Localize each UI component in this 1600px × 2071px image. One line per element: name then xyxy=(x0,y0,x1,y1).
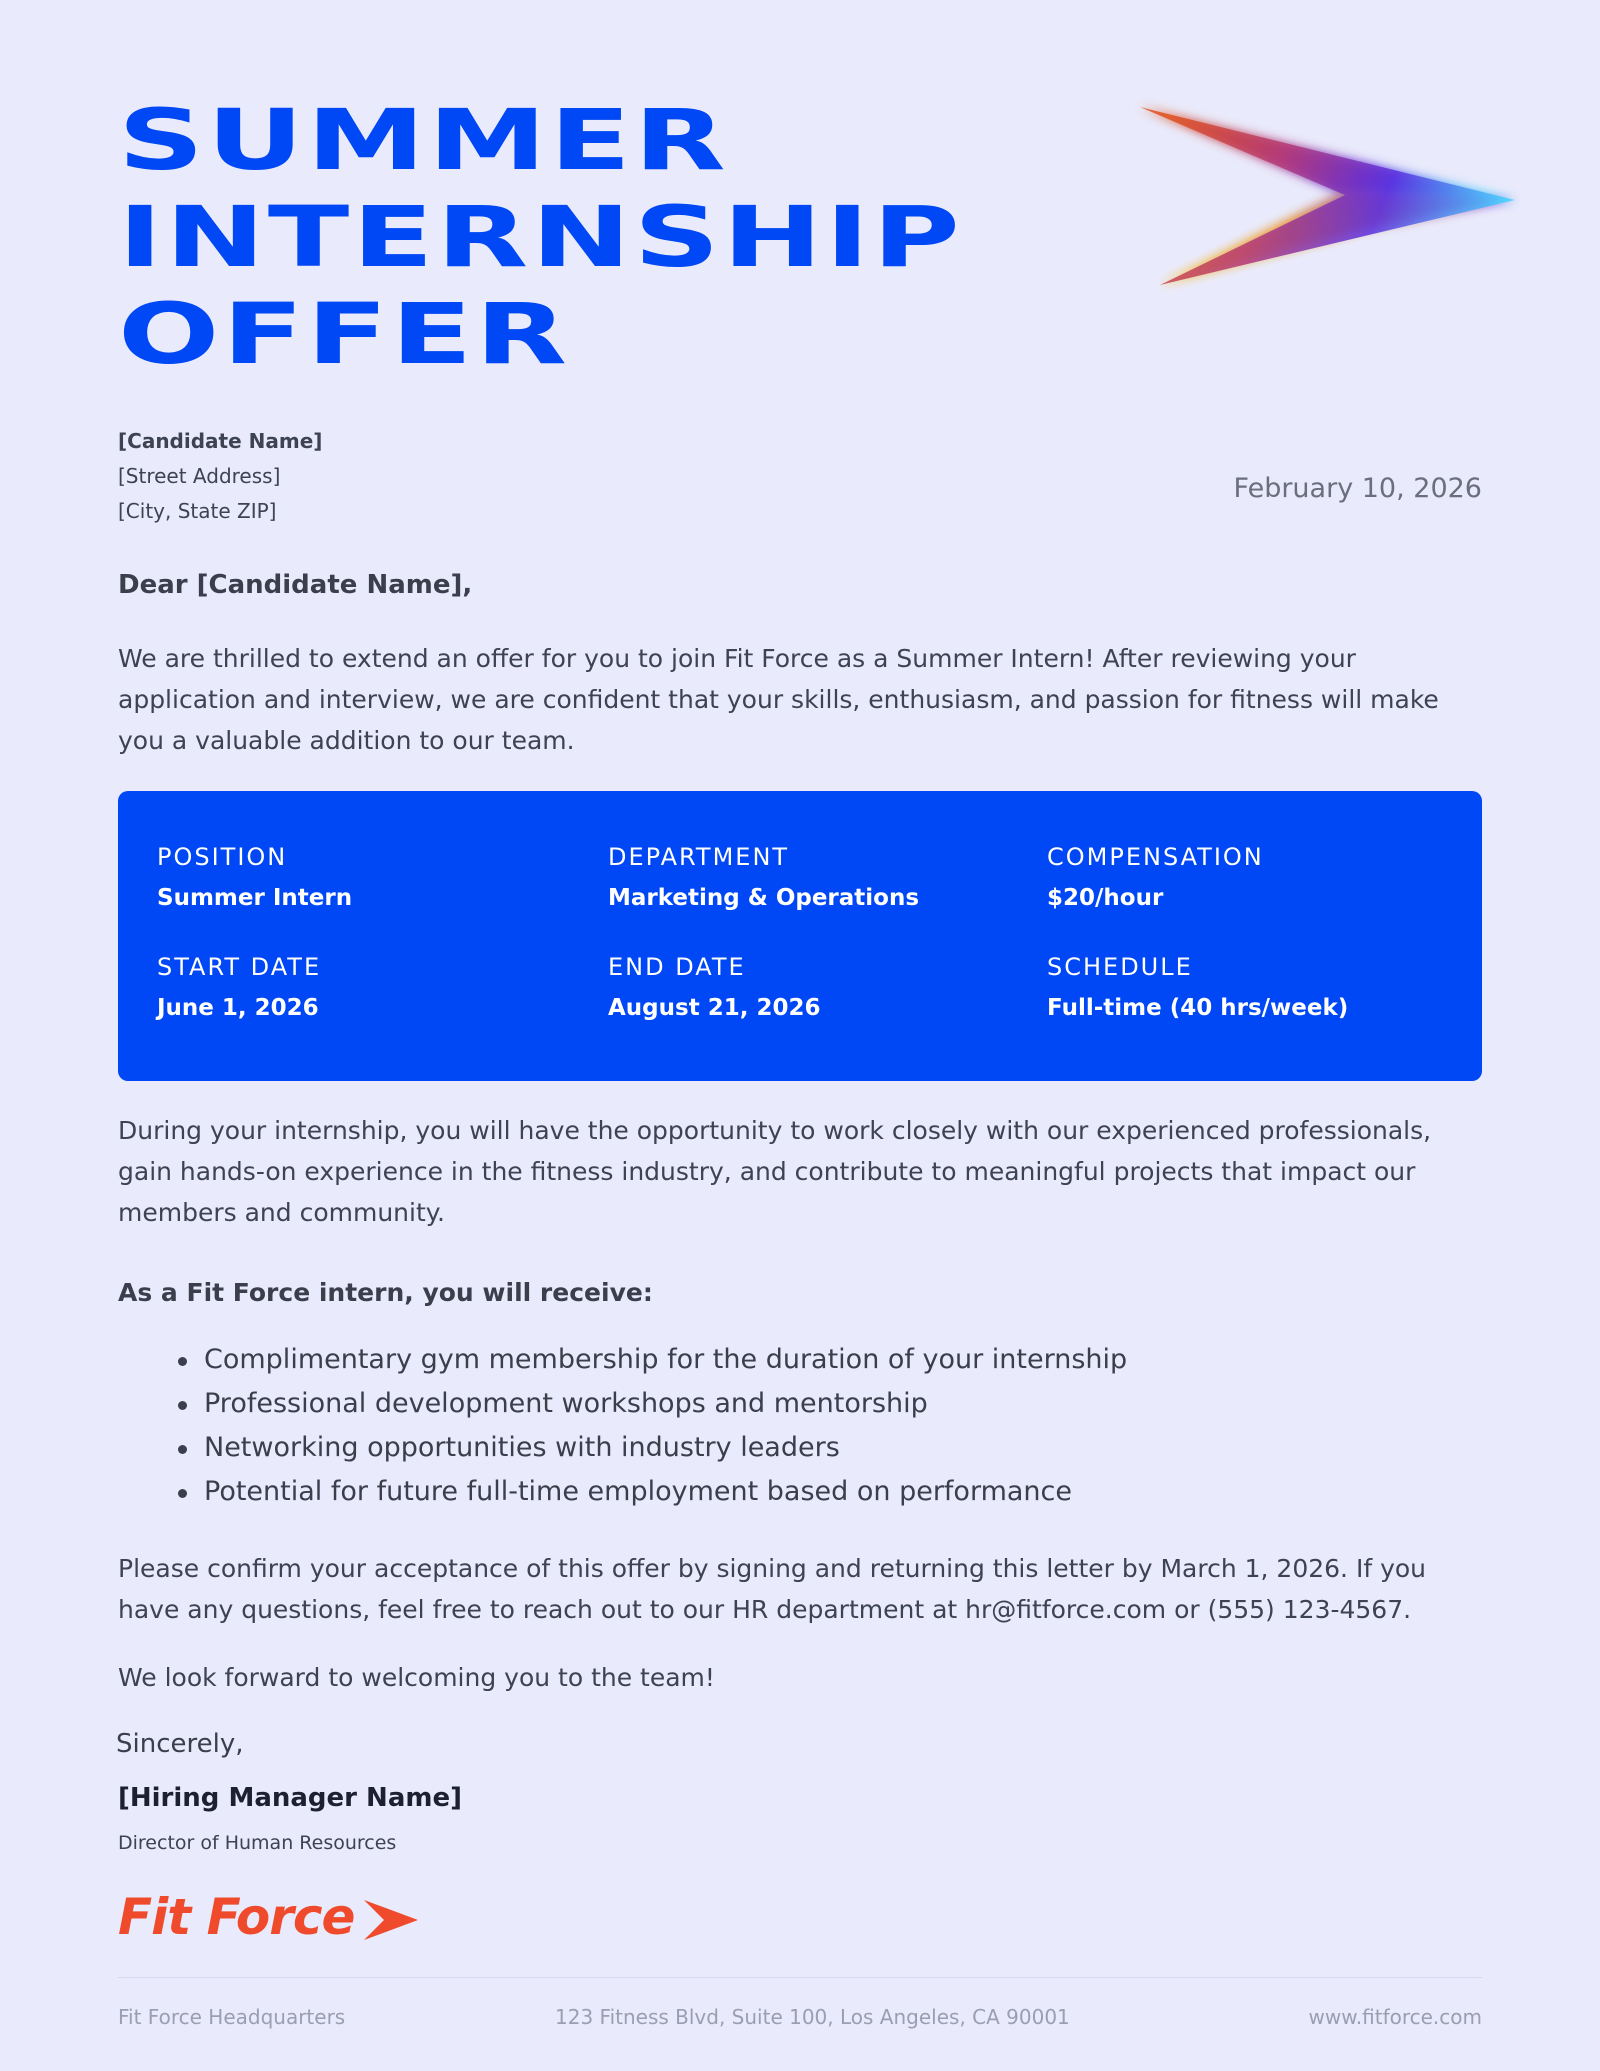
list-item: Professional development workshops and mentorship xyxy=(178,1382,1127,1426)
detail-label: END DATE xyxy=(608,953,746,981)
closing-line: We look forward to welcoming you to the team! xyxy=(118,1663,715,1692)
offer-details-box xyxy=(118,791,1482,1081)
detail-department xyxy=(608,843,919,911)
detail-label: START DATE xyxy=(157,953,322,981)
letter-date: February 10, 2026 xyxy=(1233,473,1482,504)
footer-headquarters: Fit Force Headquarters xyxy=(118,2005,346,2029)
gradient-arrow-graphic xyxy=(1135,95,1525,310)
detail-label: COMPENSATION xyxy=(1047,843,1264,871)
benefits-list xyxy=(178,1338,1127,1514)
detail-end-date xyxy=(608,953,820,1021)
detail-position xyxy=(157,843,352,911)
detail-value: Summer Intern xyxy=(157,885,353,911)
recipient-name: [Candidate Name] xyxy=(118,429,323,453)
list-item: Networking opportunities with industry leaders xyxy=(178,1426,1127,1470)
signer-title: Director of Human Resources xyxy=(118,1832,397,1854)
fit-force-logo xyxy=(118,1888,354,1948)
list-item: Potential for future full-time employment based on performance xyxy=(178,1470,1127,1514)
detail-value: Full-time (40 hrs/week) xyxy=(1047,995,1349,1021)
detail-value: $20/hour xyxy=(1047,885,1164,911)
sign-off: Sincerely, xyxy=(116,1729,244,1759)
footer-address: 123 Fitness Blvd, Suite 100, Los Angeles, CA 90001 xyxy=(555,2005,1070,2029)
detail-value: August 21, 2026 xyxy=(608,995,821,1021)
detail-start-date xyxy=(157,953,321,1021)
benefits-heading: As a Fit Force intern, you will receive: xyxy=(118,1278,653,1307)
footer-website: www.fitforce.com xyxy=(1308,2005,1482,2029)
recipient-street: [Street Address] xyxy=(118,464,281,488)
detail-label: SCHEDULE xyxy=(1047,953,1193,981)
detail-value: Marketing & Operations xyxy=(608,885,920,911)
recipient-address xyxy=(118,424,322,529)
intro-paragraph: We are thrilled to extend an offer for you to join Fit Force as a Summer Intern! After reviewing your application and interview, we are confident that your skills, enthusiasm, and passion for fitness will make you a valuable addition to our team. xyxy=(118,644,1439,755)
recipient-city: [City, State ZIP] xyxy=(118,499,277,523)
page-title xyxy=(118,92,963,383)
logo-text: Fit Force xyxy=(118,1888,355,1946)
confirmation-paragraph: Please confirm your acceptance of this offer by signing and returning this letter by March 1, 2026. If you have any questions, feel free to reach out to our HR department at hr@fitforce.com or (555) 123-4567. xyxy=(118,1554,1427,1624)
detail-label: POSITION xyxy=(157,843,288,871)
footer-divider xyxy=(118,1977,1482,1978)
detail-compensation xyxy=(1047,843,1264,911)
title-line-3: OFFER xyxy=(118,285,570,383)
logo-arrow-icon xyxy=(362,1898,420,1942)
list-item: Complimentary gym membership for the duration of your internship xyxy=(178,1338,1127,1382)
detail-value: June 1, 2026 xyxy=(157,995,319,1021)
salutation: Dear [Candidate Name], xyxy=(118,570,473,600)
title-line-2: INTERNSHIP xyxy=(118,188,963,286)
signer-name: [Hiring Manager Name] xyxy=(118,1783,462,1813)
internship-paragraph: During your internship, you will have the opportunity to work closely with our experienced professionals, gain hands-on experience in the fitness industry, and contribute to meaningful projects that impact our members and community. xyxy=(118,1116,1432,1227)
detail-label: DEPARTMENT xyxy=(608,843,790,871)
detail-schedule xyxy=(1047,953,1348,1021)
title-line-1: SUMMER xyxy=(118,91,729,189)
